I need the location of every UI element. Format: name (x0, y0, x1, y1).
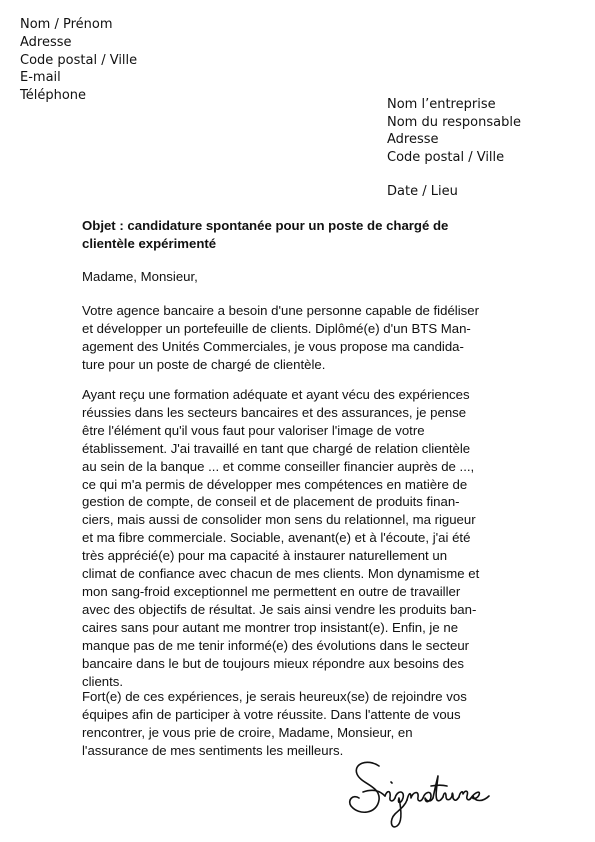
sender-address: Adresse (20, 34, 72, 50)
text-line: réussies dans les secteurs bancaires et des assurances, je pense (82, 404, 467, 420)
recipient-address: Adresse (387, 132, 439, 148)
recipient-address-block (387, 96, 521, 166)
text-line: établissement. J'ai travaillé en tant que chargé de relation clientèle (82, 440, 471, 456)
text-line: ce qui m'a permis de développer mes compétences en matière de (82, 476, 468, 492)
recipient-postal-city: Code postal / Ville (387, 149, 505, 165)
text-line: climat de confiance avec chacun de mes clients. Mon dynamisme et (82, 566, 480, 582)
text-line: Fort(e) de ces expériences, je serais heureux(se) de rejoindre vos (82, 689, 467, 704)
recipient-company: Nom l’entreprise (387, 97, 496, 112)
sender-postal-city: Code postal / Ville (20, 52, 138, 68)
letter-subject (82, 217, 512, 253)
text-line: agement des Unités Commerciales, je vous propose ma candida- (82, 338, 464, 354)
text-line: très apprécié(e) pour ma capacité à instaurer naturellement un (82, 548, 448, 564)
date-place: Date / Lieu (387, 184, 458, 199)
paragraph-closing (82, 688, 512, 760)
text-line: ciers, mais aussi de consolider mon sens du relationnel, ma rigueur (82, 512, 476, 528)
text-line: l'assurance de mes sentiments les meilleurs. (82, 742, 344, 758)
text-line: bancaire dans le but de toujours mieux répondre aux besoins des (82, 655, 464, 671)
paragraph-experience (82, 386, 512, 690)
text-line: être l'élément qu'il vous faut pour valoriser l'image de votre (82, 422, 425, 438)
subject-line: Objet : candidature spontanée pour un poste de chargé de (82, 218, 449, 233)
text-line: et ma fibre commerciale. Sociable, avenant(e) et à l'écoute, j'ai été (82, 530, 471, 546)
text-line: ture pour un poste de chargé de clientèle. (82, 356, 326, 372)
text-line: équipes afin de participer à votre réussite. Dans l'attente de vous (82, 706, 461, 722)
sender-address-block (20, 16, 137, 105)
text-line: avec des objectifs de résultat. Je sais ainsi vendre les produits ban- (82, 601, 477, 617)
text-line: Votre agence bancaire a besoin d'une personne capable de fidéliser (82, 303, 479, 318)
sender-email: E-mail (20, 70, 61, 86)
text-line: et développer un portefeuille de clients. Diplômé(e) d'un BTS Man- (82, 320, 471, 336)
text-line: gestion de compte, de conseil et de placement de produits finan- (82, 494, 460, 510)
text-line: rencontrer, je vous prie de croire, Madame, Monsieur, en (82, 724, 413, 740)
text-line: au sein de la banque ... et comme conseiller financier auprès de ..., (82, 458, 475, 474)
subject-line: clientèle expérimenté (82, 235, 217, 251)
recipient-manager: Nom du responsable (387, 114, 521, 130)
text-line: mon sang-froid exceptionnel me permettent en outre de travailler (82, 583, 461, 599)
handwritten-signature (345, 752, 495, 834)
text-line: caires sans pour autant me montrer trop insistant(e). Enfin, je ne (82, 619, 459, 635)
sender-name: Nom / Prénom (20, 17, 113, 32)
paragraph-intro (82, 302, 512, 374)
text-line: clients. (82, 673, 124, 689)
text-line: manque pas de me tenir informé(e) des évolutions dans le secteur (82, 637, 470, 653)
letter-greeting: Madame, Monsieur, (82, 269, 198, 284)
sender-phone: Téléphone (20, 88, 87, 104)
text-line: Ayant reçu une formation adéquate et ayant vécu des expériences (82, 387, 470, 402)
